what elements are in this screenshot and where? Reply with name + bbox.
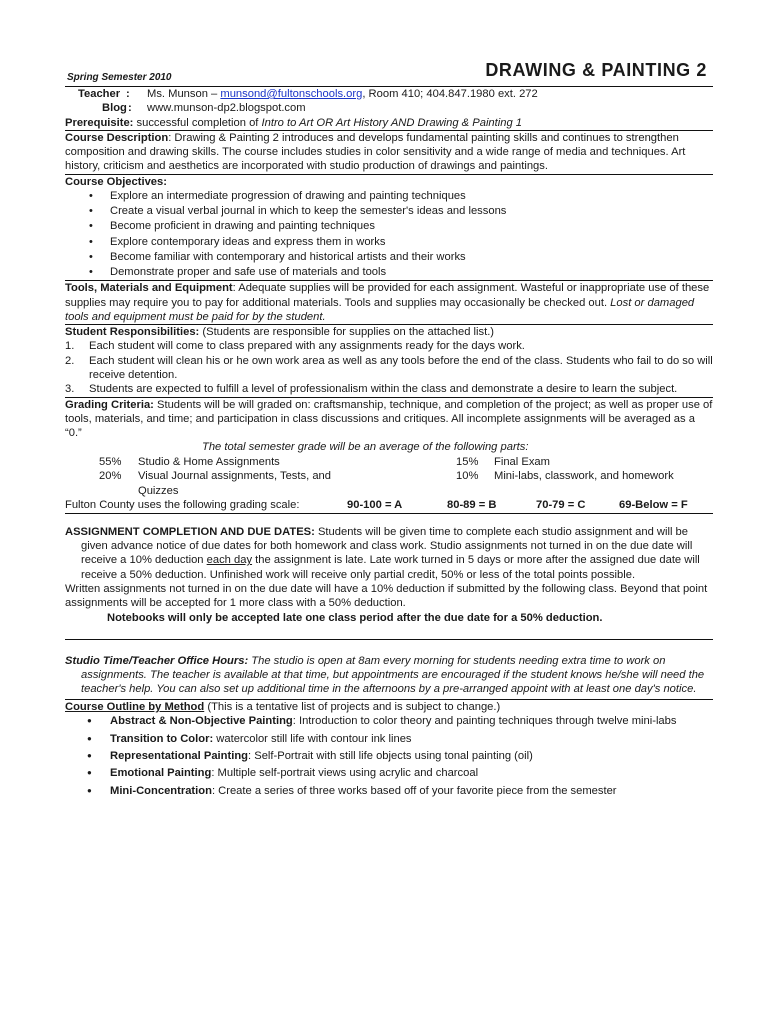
grading-scale <box>65 498 713 514</box>
tools-text: : Adequate supplies will be provided for each assignment. Wasteful or inappropriate use of these supplies may require you to pay for additional materials. Tools and supplies may occasionally be checked out. <box>65 282 710 309</box>
weight-pct: 15% <box>456 455 479 468</box>
course-outline-label: Course Outline by Method <box>65 700 205 713</box>
prerequisite-row <box>65 116 713 130</box>
teacher-details: , Room 410; 404.847.1980 ext. 272 <box>362 88 538 100</box>
tools-materials-section <box>65 280 713 324</box>
list-item: ● Transition to Color: watercolor still life with contour ink lines <box>87 732 713 746</box>
syllabus-page <box>65 62 713 801</box>
prerequisite-label: Prerequisite: <box>65 116 134 129</box>
teacher-label: Teacher <box>78 88 121 100</box>
grading-scale-label: Fulton County uses the following grading scale: <box>65 498 300 511</box>
list-item: ● Emotional Painting: Multiple self-portrait views using acrylic and charcoal <box>87 766 713 780</box>
teacher-name: Ms. Munson – <box>147 88 218 100</box>
assignment-text-2: the assignment is late. Late work turned in 5 days or more after the assigned due date will receive a 50% deduction. Unfinished work will receive only partial credit, 50% or less of the total points possible. <box>81 554 700 581</box>
grade-band: 90-100 = A <box>347 498 403 511</box>
list-item: • Demonstrate proper and safe use of materials and tools <box>89 265 713 280</box>
notebooks-note: Notebooks will only be accepted late one class period after the due date for a 50% deduction. <box>107 611 603 624</box>
syllabus-header <box>65 62 713 87</box>
list-item: ● Mini-Concentration: Create a series of three works based off of your favorite piece from the semester <box>87 784 713 798</box>
teacher-row: Teacher : Ms. Munson – munsond@fultonschools.org, Room 410; 404.847.1980 ext. 272 <box>78 88 538 100</box>
studio-time-label: Studio Time/Teacher Office Hours: <box>65 654 249 667</box>
course-description-text: : Drawing & Painting 2 introduces and develops fundamental painting skills and continues to strengthen composition and drawing skills. The course includes studies in color sensitivity and a wide range of media and techniques. Art history, criticism and aesthetics are incorporated with studio production of drawings and paintings. <box>65 131 686 173</box>
course-title: DRAWING & PAINTING 2 <box>485 60 707 80</box>
grading-criteria <box>65 397 713 514</box>
course-objectives-label: Course Objectives: <box>65 175 167 188</box>
prerequisite-text: successful completion of <box>136 116 259 129</box>
assignment-label: ASSIGNMENT COMPLETION AND DUE DATES: <box>65 525 315 538</box>
weight-pct: 20% <box>99 470 122 483</box>
weight-label: Visual Journal assignments, Tests, and <box>138 470 331 483</box>
list-item: 2. Each student will clean his or he own work area as well as any tools before the end of the class. Students who fail to do so will receive detention. <box>65 354 713 381</box>
studio-time-text: The studio is open at 8am every morning for students needing extra time to work on assignments. The teacher is available at that time, but appointments are encouraged if the student knows he/she will need the teacher's help. You can also set up additional time in the afternoons by a pre-arranged appoint with at least one day's notice. <box>81 654 705 696</box>
list-item: ● Representational Painting: Self-Portrait with still life objects using tonal painting (oil) <box>87 749 713 763</box>
list-item: • Explore contemporary ideas and express them in works <box>89 235 713 250</box>
responsibilities-note: (Students are responsible for supplies on the attached list.) <box>202 326 495 339</box>
course-outline-note: (This is a tentative list of projects and is subject to change.) <box>207 700 501 713</box>
course-description <box>65 130 713 174</box>
objectives-list <box>65 189 713 280</box>
list-item: 3. Students are expected to fulfill a level of professionalism within the class and demonstrate a desire to learn the subject. <box>65 383 678 396</box>
grade-band: 69-Below = F <box>619 498 688 511</box>
responsibilities-label: Student Responsibilities: <box>65 326 200 339</box>
list-item: 1. Each student will come to class prepared with any assignments ready for the days work. <box>65 340 525 353</box>
assignment-completion <box>65 514 713 640</box>
list-item: • Become familiar with contemporary and historical artists and their works <box>89 250 713 265</box>
grade-band: 70-79 = C <box>536 498 586 511</box>
prerequisite-course: Intro to Art OR Art History AND Drawing & Painting 1 <box>261 116 523 129</box>
blog-row: Blog : www.munson-dp2.blogspot.com <box>102 102 306 115</box>
list-item: • Create a visual verbal journal in which to keep the semester's ideas and lessons <box>89 204 713 219</box>
weight-label-continued: Quizzes <box>138 484 179 497</box>
weight-pct: 10% <box>456 470 479 483</box>
weight-pct: 55% <box>99 455 122 468</box>
responsibilities-list <box>65 339 713 396</box>
blog-url: www.munson-dp2.blogspot.com <box>147 102 306 115</box>
weight-label: Studio & Home Assignments <box>138 455 280 468</box>
course-outline <box>65 700 713 799</box>
weight-label: Mini-labs, classwork, and homework <box>494 470 674 483</box>
assignment-text-1: Students will be given time to complete each studio assignment and will be given advance notice of due dates for both homework and class work. Studio assignments not turned in on the due date will receive a 10% deduction <box>81 525 693 567</box>
blog-label: Blog <box>102 102 127 115</box>
list-item: • Become proficient in drawing and painting techniques <box>89 219 713 234</box>
grading-text: Students will be will graded on: craftsmanship, technique, and completion of the project; as well as proper use of tools, materials, and time; and participation in class discussions and critiques. All incomplete assignments will be averaged as a “0.” <box>65 398 713 440</box>
list-item: ● Abstract & Non-Objective Painting: Introduction to color theory and painting techniques through twelve mini-labs <box>87 714 713 728</box>
grade-weights <box>65 455 713 498</box>
grade-band: 80-89 = B <box>447 498 497 511</box>
teacher-email-link[interactable]: munsond@fultonschools.org <box>220 88 363 100</box>
weight-label: Final Exam <box>494 455 550 468</box>
course-description-label: Course Description <box>65 131 169 144</box>
tools-label: Tools, Materials and Equipment <box>65 282 233 295</box>
written-assignments-text: Written assignments not turned in on the due date will have a 10% deduction if submitted by the following class. Beyond that point assignments will be accepted for 1 more class with a 50% deduction. <box>65 582 708 610</box>
studio-time-section <box>65 640 713 700</box>
list-item: • Explore an intermediate progression of drawing and painting techniques <box>89 189 713 204</box>
course-objectives <box>65 174 713 280</box>
outline-list <box>65 714 713 798</box>
semester-label: Spring Semester 2010 <box>67 72 172 83</box>
tools-italic-note: Lost or damaged tools and equipment must be paid for by the student. <box>65 296 695 323</box>
grading-label: Grading Criteria: <box>65 398 154 411</box>
grading-average-note: The total semester grade will be an average of the following parts: <box>202 441 529 454</box>
assignment-underline: each day <box>206 554 253 567</box>
student-responsibilities <box>65 324 713 396</box>
